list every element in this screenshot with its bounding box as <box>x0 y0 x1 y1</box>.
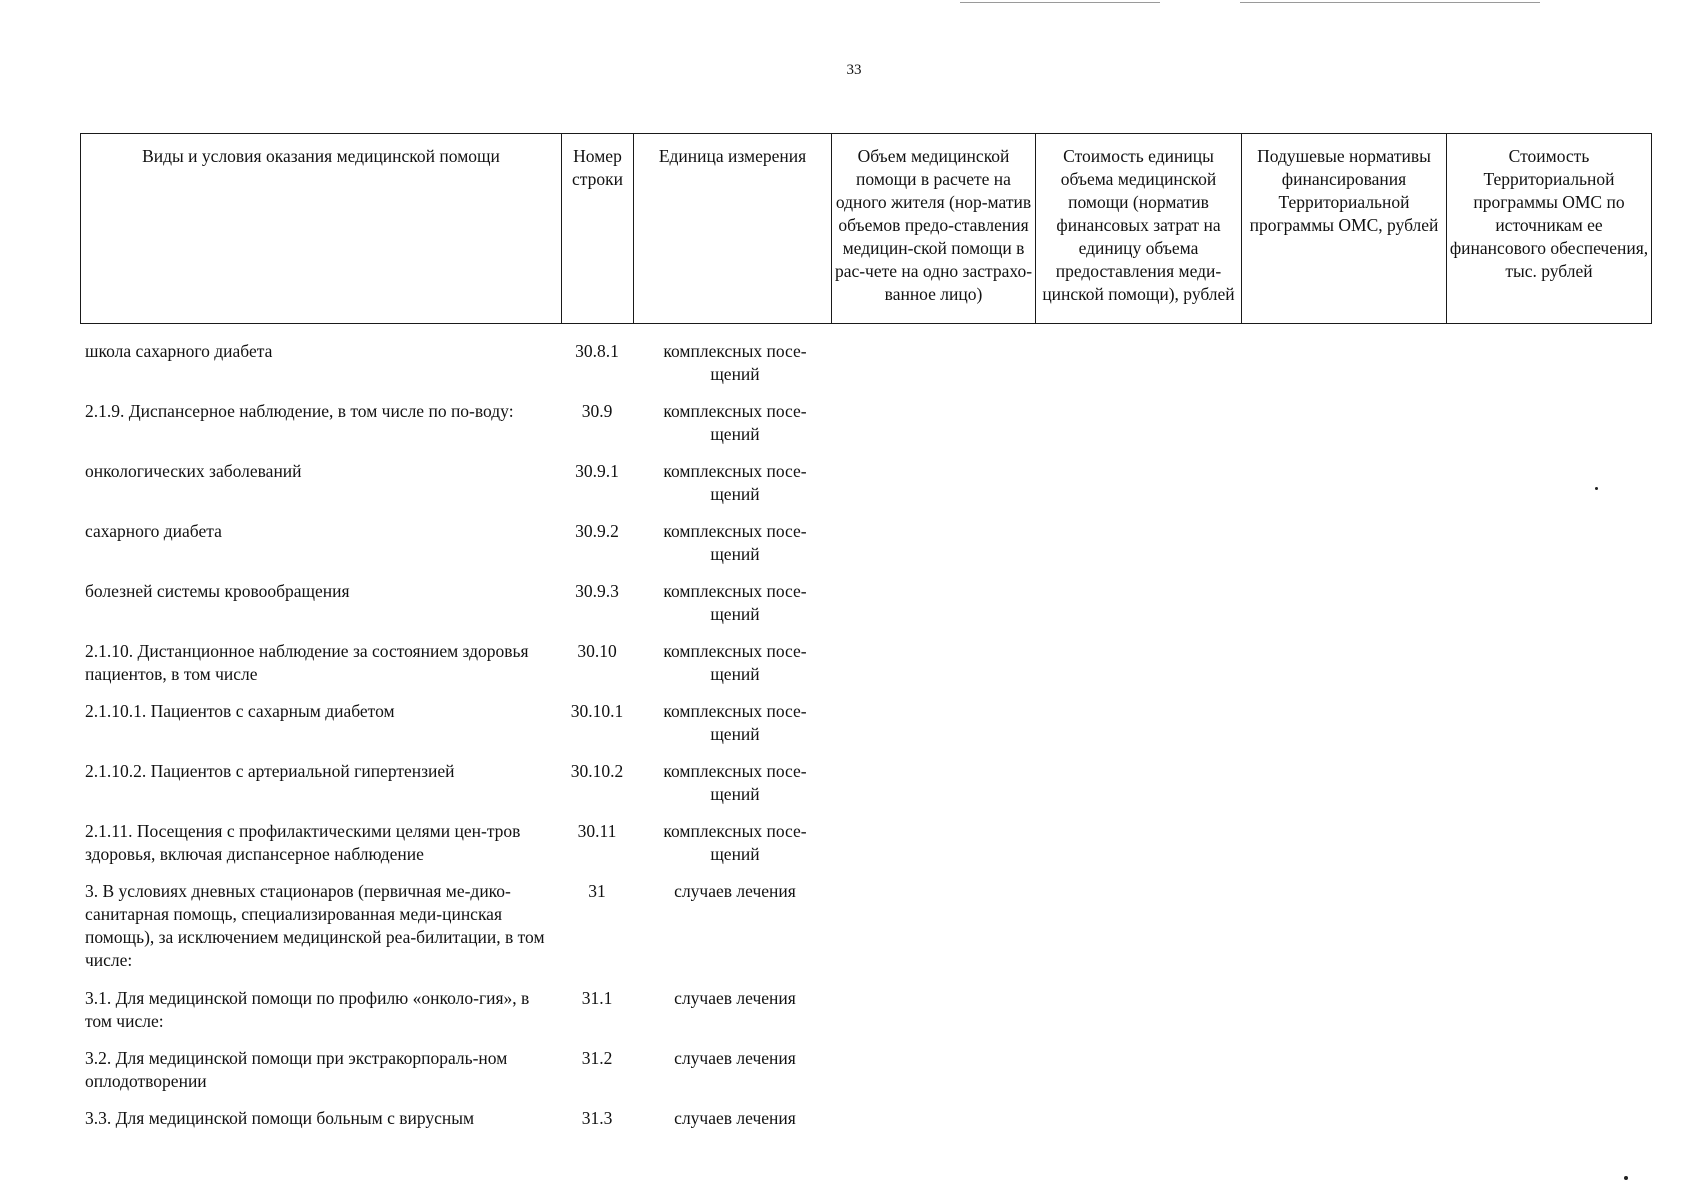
row-name: 2.1.11. Посещения с профилактическими целями цен-тров здоровья, включая диспансерное наблюдение <box>85 821 521 864</box>
row-name: 2.1.10. Дистанционное наблюдение за состоянием здоровья пациентов, в том числе <box>85 641 529 684</box>
row-unit: комплексных посе-щений <box>663 461 807 504</box>
table-row <box>80 820 831 880</box>
table-row <box>80 520 831 580</box>
table-row <box>80 580 831 640</box>
table-row <box>80 1107 831 1167</box>
table-row <box>80 460 831 520</box>
row-name: сахарного диабета <box>85 521 222 541</box>
row-unit: случаев лечения <box>674 1108 796 1128</box>
row-unit: комплексных посе-щений <box>663 401 807 444</box>
row-number: 30.11 <box>577 821 617 841</box>
header-type: Виды и условия оказания медицинской помощи <box>81 134 562 324</box>
row-name: 2.1.10.2. Пациентов с артериальной гипертензией <box>85 761 455 781</box>
row-name: 2.1.10.1. Пациентов с сахарным диабетом <box>85 701 395 721</box>
row-name: 3.3. Для медицинской помощи больным с вирусным <box>85 1108 475 1128</box>
row-number: 30.10.1 <box>570 701 624 721</box>
row-number: 31 <box>588 881 606 901</box>
table-row <box>80 700 831 760</box>
row-unit: комплексных посе-щений <box>663 581 807 624</box>
row-unit: комплексных посе-щений <box>663 521 807 564</box>
table-row <box>80 880 831 987</box>
row-name: онкологических заболеваний <box>85 461 302 481</box>
row-number: 30.9.1 <box>575 461 619 481</box>
row-unit: комплексных посе-щений <box>663 641 807 684</box>
table-body <box>80 340 831 1167</box>
table-row <box>80 760 831 820</box>
table-row <box>80 340 831 400</box>
page-number: 33 <box>846 62 862 78</box>
row-unit: случаев лечения <box>674 1048 796 1068</box>
scan-line <box>960 2 1160 3</box>
row-unit: комплексных посе-щений <box>663 701 807 744</box>
header-per-capita: Подушевые нормативы финансирования Территориальной программы ОМС, рублей <box>1242 134 1447 324</box>
row-unit: комплексных посе-щений <box>663 341 807 384</box>
header-row <box>81 134 1652 324</box>
row-number: 30.8.1 <box>575 341 619 361</box>
row-name: 3.2. Для медицинской помощи при экстракорпораль-ном оплодотворении <box>85 1048 508 1091</box>
table-row <box>80 1047 831 1107</box>
row-number: 30.10.2 <box>570 761 624 781</box>
row-number: 30.9.2 <box>575 521 619 541</box>
row-unit: случаев лечения <box>674 988 796 1008</box>
table-row <box>80 400 831 460</box>
row-unit: комплексных посе-щений <box>663 761 807 804</box>
table-row <box>80 987 831 1047</box>
row-name: 3.1. Для медицинской помощи по профилю «онколо-гия», в том числе: <box>85 988 530 1031</box>
header-volume: Объем медицинской помощи в расчете на одного жителя (нор-матив объемов предо-ставления медицин-ской помощи в рас-чете на одно застрахо-ванное лицо) <box>832 134 1036 324</box>
row-name: 3. В условиях дневных стационаров (первичная ме-дико-санитарная помощь, специализированная меди-цинская помощь), за исключением медицинской реа-билитации, в том числе: <box>85 881 545 970</box>
header-total-cost: Стоимость Территориальной программы ОМС по источникам ее финансового обеспечения, тыс. рублей <box>1447 134 1652 324</box>
table-header <box>80 133 1652 324</box>
table-row <box>80 640 831 700</box>
header-unit: Единица измерения <box>634 134 832 324</box>
row-unit: случаев лечения <box>674 881 796 901</box>
row-number: 31.1 <box>581 988 613 1008</box>
header-unit-cost: Стоимость единицы объема медицинской помощи (норматив финансовых затрат на единицу объема предоставления меди-цинской помощи), рублей <box>1036 134 1242 324</box>
row-name: школа сахарного диабета <box>85 341 273 361</box>
row-name: 2.1.9. Диспансерное наблюдение, в том числе по по-воду: <box>85 401 514 421</box>
row-number: 30.10 <box>577 641 617 661</box>
scan-dot <box>1595 487 1598 490</box>
header-row-number: Номер строки <box>562 134 634 324</box>
scan-dot <box>1624 1176 1628 1180</box>
row-name: болезней системы кровообращения <box>85 581 350 601</box>
row-number: 30.9 <box>581 401 613 421</box>
row-number: 31.2 <box>581 1048 613 1068</box>
row-number: 31.3 <box>581 1108 613 1128</box>
row-unit: комплексных посе-щений <box>663 821 807 864</box>
scan-line <box>1240 2 1540 3</box>
row-number: 30.9.3 <box>575 581 619 601</box>
